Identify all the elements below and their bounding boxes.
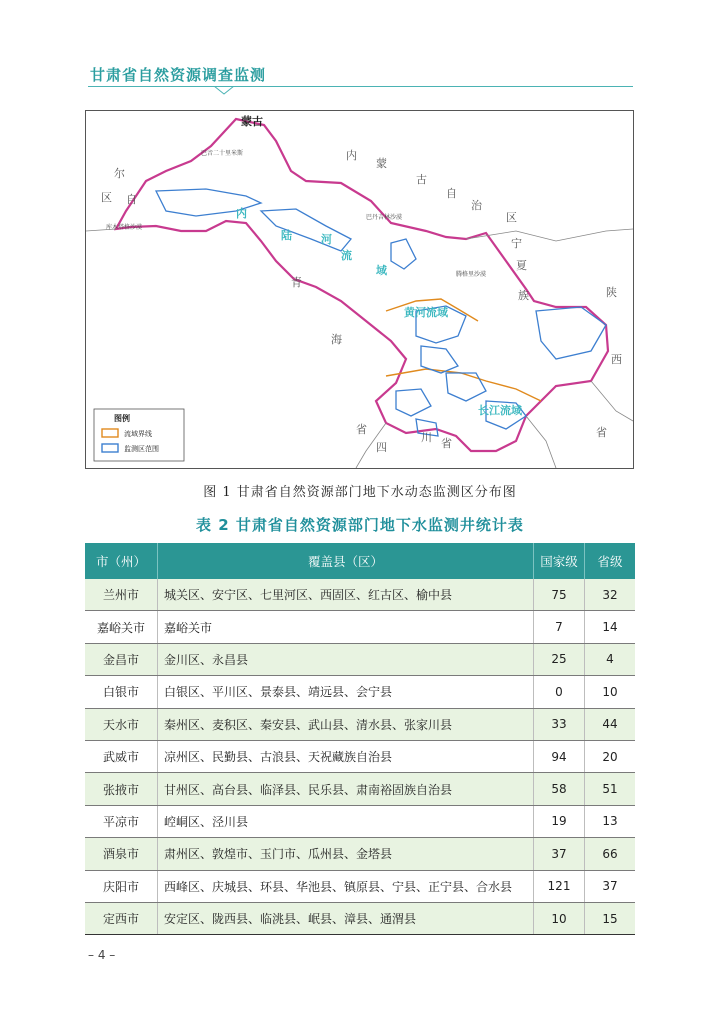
table-row	[85, 870, 635, 902]
label-nm-b: 蒙	[376, 158, 387, 170]
cell-area: 凉州区、民勤县、古浪县、天祝藏族自治县	[158, 740, 534, 772]
legend-item-basin: 流域界线	[124, 431, 152, 438]
cell-national: 121	[534, 870, 585, 902]
label-nm-a: 内	[346, 150, 357, 162]
table-title: 表 2 甘肃省自然资源部门地下水监测井统计表	[196, 516, 524, 534]
cell-provincial: 51	[585, 773, 636, 805]
cell-city: 张掖市	[85, 773, 158, 805]
label-ningxia-c: 族	[518, 290, 529, 302]
cell-city: 庆阳市	[85, 870, 158, 902]
cell-provincial: 10	[585, 676, 636, 708]
header-notch-decoration	[214, 86, 234, 96]
cell-area: 金川区、永昌县	[158, 643, 534, 675]
cell-city: 武威市	[85, 740, 158, 772]
cell-area: 城关区、安宁区、七里河区、西固区、红古区、榆中县	[158, 579, 534, 611]
cell-city: 平凉市	[85, 805, 158, 837]
table-row	[85, 902, 635, 934]
label-sichuan-c: 省	[441, 438, 452, 450]
cell-city: 金昌市	[85, 643, 158, 675]
cell-area: 西峰区、庆城县、环县、华池县、镇原县、宁县、正宁县、合水县	[158, 870, 534, 902]
table-row	[85, 740, 635, 772]
label-inland-basin: 内	[236, 208, 247, 220]
cell-city: 白银市	[85, 676, 158, 708]
legend-title: 图例	[114, 414, 130, 423]
label-kumtag: 库木塔格沙漠	[106, 225, 143, 231]
cell-provincial: 44	[585, 708, 636, 740]
cell-provincial: 37	[585, 870, 636, 902]
cell-national: 75	[534, 579, 585, 611]
cell-area: 嘉峪关市	[158, 611, 534, 643]
label-inland-basin-4: 流	[341, 250, 352, 262]
cell-city: 定西市	[85, 902, 158, 934]
cell-national: 10	[534, 902, 585, 934]
label-nm-d: 自	[446, 188, 457, 200]
cell-provincial: 14	[585, 611, 636, 643]
table-header-row	[85, 543, 635, 579]
table-row	[85, 611, 635, 643]
label-qinghai-c: 省	[356, 424, 367, 436]
cell-provincial: 66	[585, 838, 636, 870]
label-nm-f: 区	[506, 212, 517, 224]
label-inland-basin-2: 陆	[281, 230, 292, 242]
monitoring-well-table	[85, 543, 635, 935]
label-badain: 巴音二十里米斯	[201, 151, 244, 157]
cell-city: 酒泉市	[85, 838, 158, 870]
label-yangtze-basin: 长江流域	[478, 405, 522, 417]
cell-area: 白银区、平川区、景泰县、靖远县、会宁县	[158, 676, 534, 708]
header-rule	[88, 86, 633, 87]
table-row	[85, 773, 635, 805]
label-mongolia: 蒙古	[241, 116, 263, 128]
label-badanjilin: 巴丹吉林沙漠	[366, 215, 403, 221]
cell-city: 兰州市	[85, 579, 158, 611]
label-nm-e: 治	[471, 200, 482, 212]
cell-provincial: 20	[585, 740, 636, 772]
label-yellow-basin: 黄河流域	[404, 307, 448, 319]
label-ningxia-a: 宁	[511, 238, 522, 250]
cell-national: 25	[534, 643, 585, 675]
label-shaanxi-b: 西	[611, 354, 622, 366]
label-inland-basin-3: 河	[321, 234, 332, 246]
cell-national: 33	[534, 708, 585, 740]
cell-area: 安定区、陇西县、临洮县、岷县、漳县、通渭县	[158, 902, 534, 934]
table-row	[85, 708, 635, 740]
cell-provincial: 32	[585, 579, 636, 611]
map-canvas	[86, 111, 633, 468]
label-xinjiang-a: 自	[126, 194, 137, 206]
cell-provincial: 13	[585, 805, 636, 837]
groundwater-monitoring-map	[85, 110, 634, 469]
header-national: 国家级	[534, 543, 585, 579]
cell-national: 19	[534, 805, 585, 837]
legend-item-zone: 监测区范围	[124, 446, 159, 453]
cell-area: 甘州区、高台县、临泽县、民乐县、肃南裕固族自治县	[158, 773, 534, 805]
map-legend	[94, 409, 184, 461]
label-sichuan-b: 川	[421, 432, 432, 444]
cell-provincial: 15	[585, 902, 636, 934]
label-qinghai-b: 海	[331, 334, 342, 346]
page-number: – 4 –	[88, 948, 116, 962]
header-city: 市（州）	[85, 543, 158, 579]
label-shaanxi-a: 陕	[606, 287, 617, 299]
label-nm-c: 古	[416, 174, 427, 186]
label-xinjiang-c: 区	[101, 192, 112, 204]
cell-area: 崆峒区、泾川县	[158, 805, 534, 837]
running-header-title: 甘肃省自然资源调查监测	[90, 66, 267, 84]
cell-area: 肃州区、敦煌市、玉门市、瓜州县、金塔县	[158, 838, 534, 870]
cell-national: 37	[534, 838, 585, 870]
label-qinghai-a: 青	[291, 277, 302, 289]
header-provincial: 省级	[585, 543, 636, 579]
label-ningxia-b: 夏	[516, 260, 527, 272]
table-row	[85, 805, 635, 837]
table-row	[85, 676, 635, 708]
cell-national: 58	[534, 773, 585, 805]
cell-national: 0	[534, 676, 585, 708]
table-row	[85, 579, 635, 611]
cell-area: 秦州区、麦积区、秦安县、武山县、清水县、张家川县	[158, 708, 534, 740]
figure-caption: 图 1 甘肃省自然资源部门地下水动态监测区分布图	[203, 485, 517, 500]
cell-city: 嘉峪关市	[85, 611, 158, 643]
label-xinjiang-b: 尔	[114, 168, 125, 180]
label-shaanxi-c: 省	[596, 427, 607, 439]
label-tengger: 腾格里沙漠	[456, 272, 487, 278]
cell-provincial: 4	[585, 643, 636, 675]
label-inland-basin-5: 域	[376, 265, 387, 277]
cell-national: 7	[534, 611, 585, 643]
label-sichuan-a: 四	[376, 442, 387, 454]
cell-national: 94	[534, 740, 585, 772]
header-area: 覆盖县（区）	[158, 543, 534, 579]
cell-city: 天水市	[85, 708, 158, 740]
table-row	[85, 838, 635, 870]
gansu-outline	[116, 119, 608, 451]
table-row	[85, 643, 635, 675]
